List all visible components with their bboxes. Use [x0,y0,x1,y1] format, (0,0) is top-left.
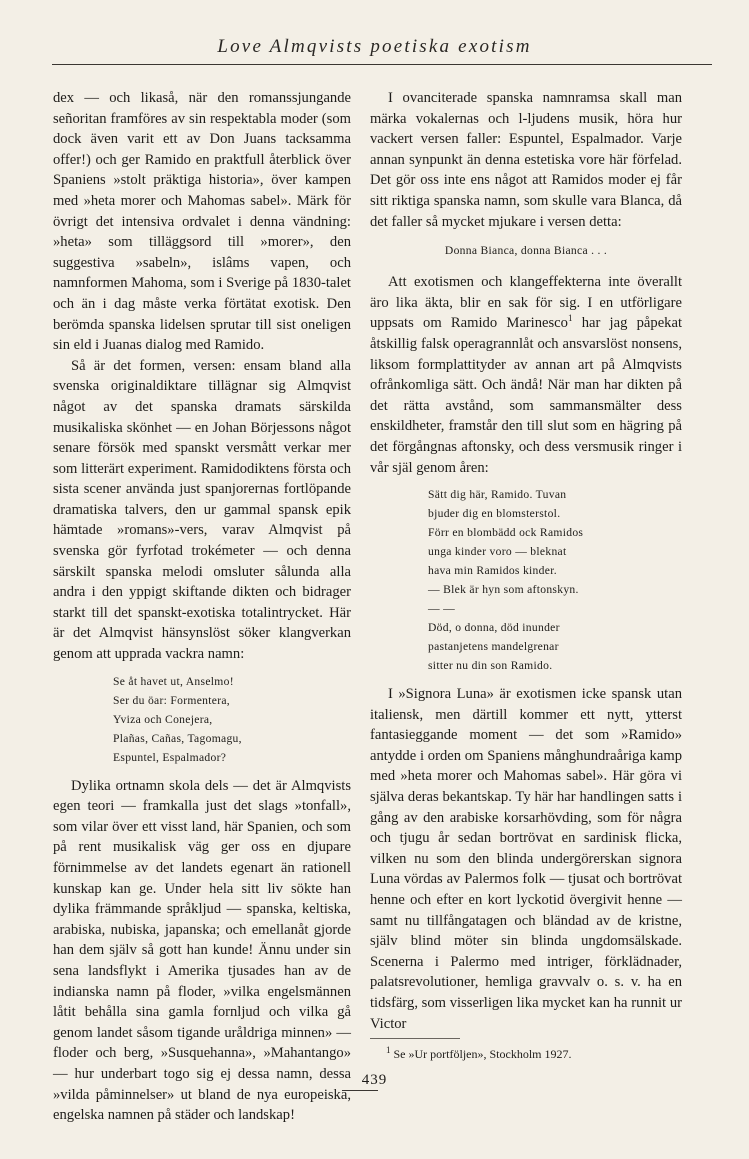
footnote [370,1046,698,1062]
verse-line: — Blek är hyn som aftonskyn. [428,583,579,597]
verse-line: — — [428,602,455,616]
verse-ramido-stanza [370,485,682,675]
verse-line: Donna Bianca, donna Bianca . . . [444,244,608,258]
verse-line: Ser du öar: Formentera, [113,693,231,707]
header-rule [52,64,712,65]
verse-donna-bianca [370,241,682,260]
right-paragraph-3: I »Signora Luna» är exotismen icke spansk utan italiensk, men därtill kommer ett nytt, ytterst fantasieggande moment — det som »Ramido» antydde i orden om Spaniens månghundraåriga kamp med »heta morer och Mahomas sabel». Här göra vi själva deras bekantskap. Ty här har handlingen satts i gång av den arabiske korsarhövding, som för några och tjugu år sedan bortrövat en sardinisk flicka, vilken nu som den blinda undergörerskan signora Luna vördas av Palermos folk — tjusat och bortrövat henne och efter en kort lyckotid övergivit henne — samt nu tillfångatagen och bländad av de kristne, själv blind möter sin blinda ungdomsälskade. Scenerna i Palermo med intriger, förklädnader, palatsrevolutioner, hemliga gravvalv o. s. v. ha en tidsfärg, som visserligen lika mycket kan ha runnit ur Victor [370,686,682,1032]
right-paragraph-2 [370,272,682,478]
running-title: Love Almqvists poetiska exotism [217,36,532,57]
footnote-rule [370,1038,460,1039]
verse-line: Sätt dig här, Ramido. Tuvan [428,488,567,502]
verse-line: Död, o donna, död inunder [428,621,560,635]
left-paragraph-1: dex — och likaså, när den romanssjungande señoritan framföres av sin respektabla moder (som dock även varit ett av Don Juans tacksamma offer!) och ger Ramido en praktfull återblick över Spaniens »stolt präktiga historia», över kampen med »heta morer och Mahomas sabel». Märk för övrigt det intensiva ordvalet i denna vändning: »heta» som tilläggsord till »morer», den suggestiva »sabeln», islâms vapen, och namnformen Mahoma, som i Sverige på 1830-talet och än i dag måste verka förtätat exotisk. Den berömda spanska lidelsen sprutar till sist oneligen sin eld i Juanas dialog med Ramido. [53,90,351,354]
right-paragraph-1: I ovanciterade spanska namnramsa skall man märka vokalernas och l-ljudens musik, höra hur vackert versen faller: Espuntel, Espalmador. Varje annan synpunkt än denna estetiska vore här förfelad. Det gör oss inte ens något att Ramidos moder ej får sitt riktiga spanska namn, som skulle vara Blanca, då det faller så mycket mjukare i versen detta: [370,90,682,230]
verse-line: Espuntel, Espalmador? [113,750,227,764]
left-paragraph-2: Så är det formen, versen: ensam bland alla svenska originaldiktare tillägnar sig Almqvist något av det spanska dramats särskilda musikaliska skönhet — en Johan Börjessons något senare försök med spanskt versmått verkar mer som litterärt experiment. Ramidodiktens första och sista scener använda just spanjorernas fortlöpande dramatiska talvers, den ur gammal spansk epik hämtade »romans»-vers, varav Almqvist på svenska gör fyrfotad trokémeter — och denna särskilt spanska melodi omsluter sålunda alla andra i den yppigt skiftande dikten och bidrager starkt till det spanskt-exotiska totalintrycket. Här är det Almqvist hänsynslöst söker klangverkan genom att upprada vackra namn: [53,357,351,663]
paragraph-text: har jag påpekat åtskillig falsk operagrannlåt och ansvarslöst nonsens, liksom formplattityder av annan art på Almqvists ofrånkomliga sätt. Och ändå! När man har dikten på det rätta avstånd, som sammansmälter dess enskildheter, framstår den till slut som en hägring på det förgångnas aftonsky, och dess versmusik ringer i vår själ genom åren: [370,315,682,476]
verse-line: Plañas, Cañas, Tagomagu, [113,731,242,745]
left-column [53,88,351,1126]
verse-line: Förr en blombädd ock Ramidos [428,526,584,540]
page-number-rule [342,1090,378,1091]
verse-line: hava min Ramidos kinder. [428,564,557,578]
footnote-text: Se »Ur portföljen», Stockholm 1927. [393,1047,572,1061]
verse-island-names [53,672,351,767]
paragraph-text: Att exotismen och klangeffekterna inte överallt äro lika äkta, blir en sak för sig. I en utförligare uppsats om Ramido Marinesco [370,274,682,332]
verse-line: bjuder dig en blomsterstol. [428,507,561,521]
left-paragraph-3: Dylika ortnamn skola dels — det är Almqvists egen teori — framkalla just det slags »tonfall», som vilar över ett visst land, här Spanien, och som på rent musikalisk väg ger oss en djupare förnimmelse av det landets egenart än rationell kunskap kan ge. Under hela sitt liv sökte han dylika främmande språkljud — spanska, keltiska, arabiska, nubiska, japanska; och emellanåt gjorde han dem själv så gott han kunde! Ännu under sin sena landsflykt i Amerika tjusades han av de indianska namn på floder, »vilka engelsmännen låtit behålla sina gamla fornljud och vilka gå genom landet såsom tigande uråldriga minnen» — floder och berg, »Susquehanna», »Mahantango» — hur underbart togo sig ej dessa namn, dessa »vilda påminnelser» ut bland de nya europeiska, engelska namnen på städer och landskap! [53,777,351,1124]
verse-line: Se åt havet ut, Anselmo! [113,674,234,688]
verse-line: Yviza och Conejera, [113,712,213,726]
footnote-reference[interactable]: 1 [567,313,573,324]
footnote-marker: 1 [386,1045,391,1055]
page-number: 439 [361,1072,388,1088]
verse-line: pastanjetens mandelgrenar [428,640,559,654]
verse-line: unga kinder voro — bleknat [428,545,567,559]
verse-line: sitter nu din son Ramido. [428,659,553,673]
right-column [370,88,682,1034]
